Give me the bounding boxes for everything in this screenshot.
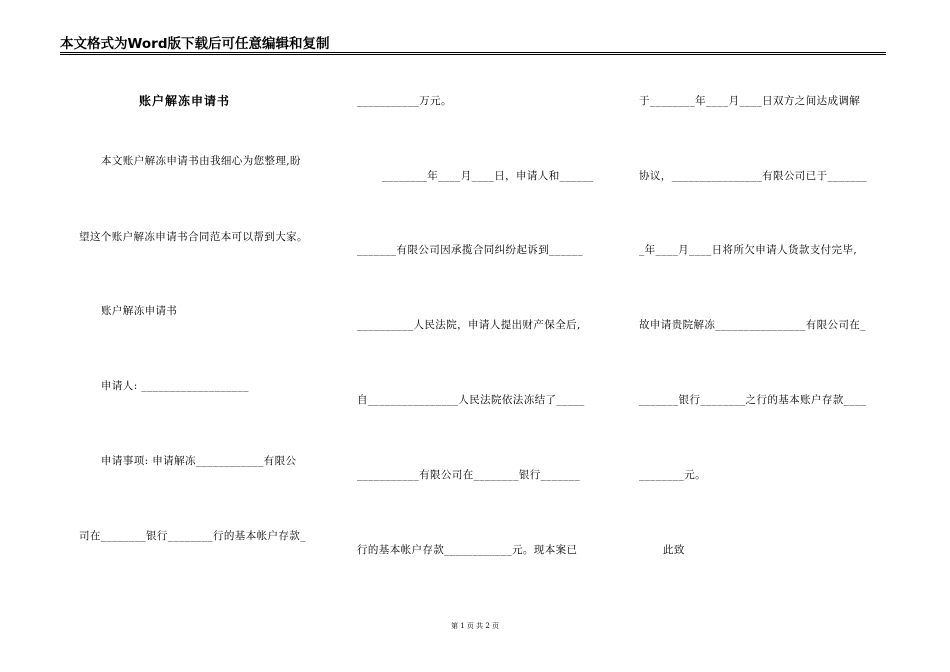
closing-line: 此致	[663, 544, 685, 556]
paragraph-line: ___________万元。	[357, 95, 452, 107]
page-number: 第 1 页 共 2 页	[450, 622, 500, 630]
paragraph-line: __________人民法院，申请人提出财产保全后,	[357, 319, 581, 331]
paragraph-line: ________元。	[639, 469, 706, 481]
paragraph-line: ________年____月____日，申请人和______	[382, 170, 594, 182]
paragraph-line: 望这个账户解冻申请书合同范本可以帮到大家。	[79, 231, 308, 243]
paragraph-line: 故申请贵院解冻________________有限公司在_	[639, 319, 866, 331]
header-rule-double	[60, 54, 886, 55]
document-title: 账户解冻申请书	[139, 94, 231, 108]
paragraph-line: _______银行________之行的基本账户存款____	[639, 394, 867, 406]
paragraph-line: 协议，________________有限公司已于_______	[639, 170, 868, 182]
document-header: 本文格式为Word版下载后可任意编辑和复制	[60, 36, 330, 52]
paragraph-line: _______有限公司因承揽合同纠纷起诉到______	[357, 244, 584, 256]
paragraph-line: 本文账户解冻申请书由我细心为您整理,盼	[101, 155, 301, 167]
paragraph-line: 行的基本帐户存款____________元。现本案已	[357, 544, 578, 556]
header-rule	[60, 52, 886, 53]
request-line: 申请事项: 申请解冻____________有限公	[101, 455, 297, 467]
paragraph-line: 自________________人民法院依法冻结了_____	[357, 394, 585, 406]
paragraph-line: _年____月____日将所欠申请人货款支付完毕,	[639, 244, 858, 256]
paragraph-line: 司在________银行________行的基本帐户存款_	[79, 530, 306, 542]
section-heading: 账户解冻申请书	[101, 305, 178, 317]
applicant-line: 申请人: ___________________	[101, 380, 249, 392]
paragraph-line: 于________年____月____日双方之间达成调解	[639, 95, 861, 107]
paragraph-line: ___________有限公司在________银行_______	[357, 469, 581, 481]
